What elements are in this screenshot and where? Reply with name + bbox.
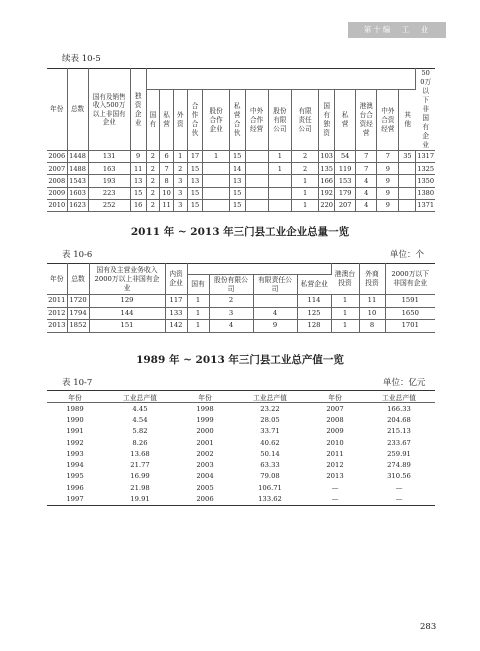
- header-blank-band: [187, 264, 331, 275]
- table-cell: 4: [356, 175, 377, 187]
- table-cell: 15: [187, 163, 203, 175]
- table-cell: 1852: [67, 320, 89, 333]
- table-body: [47, 295, 435, 333]
- table-cell: 233.67: [387, 438, 411, 447]
- table-cell: 1: [331, 295, 359, 308]
- table-cell: 2006: [47, 151, 67, 163]
- table-cell: 142: [165, 320, 187, 333]
- table-row: [47, 414, 435, 425]
- table-cell: 54: [335, 151, 356, 163]
- col-jsc: 股份有限公司: [209, 275, 253, 295]
- col-private: 私营: [160, 90, 174, 151]
- table-cell: 1: [268, 151, 291, 163]
- table-cell: 1650: [385, 307, 435, 320]
- table-cell: 2009: [47, 187, 67, 199]
- table-cell: [203, 163, 229, 175]
- table-cell: 21.77: [130, 461, 150, 470]
- table-cell: 1: [203, 151, 229, 163]
- table-cell: [253, 295, 297, 308]
- table-cell: 179: [335, 187, 356, 199]
- col-private2: 私营: [335, 90, 356, 151]
- table-cell: [245, 187, 268, 199]
- table-cell: 2002: [196, 449, 214, 458]
- table-cell: 2001: [196, 438, 214, 447]
- table-cell: 1995: [66, 472, 84, 481]
- col-joint-stock-ltd: 股份有限公司: [268, 90, 291, 151]
- table-cell: 4: [209, 320, 253, 333]
- table-cell: [268, 199, 291, 211]
- header-blank-band: [146, 69, 416, 90]
- table-cell: 129: [89, 295, 165, 308]
- col-total: 总数: [67, 264, 89, 295]
- col-state-sole: 国有独资: [319, 90, 335, 151]
- table-row: [47, 151, 435, 163]
- col-private-partner: 私营合伙: [229, 90, 245, 151]
- table-cell: 252: [88, 199, 130, 211]
- table-row: [47, 459, 435, 470]
- table-cell: 1: [331, 307, 359, 320]
- table-cell: 2: [209, 295, 253, 308]
- table-cell: 1794: [67, 307, 89, 320]
- table-cell: 2: [146, 163, 160, 175]
- table-cell: 2008: [47, 175, 67, 187]
- table-row: [47, 437, 435, 448]
- table-row: [47, 471, 435, 482]
- table-cell: 1: [291, 187, 318, 199]
- table-cell: 7: [356, 151, 377, 163]
- table-cell: 223: [88, 187, 130, 199]
- table-cell: 1996: [66, 483, 84, 492]
- table-cell: 274.89: [387, 461, 411, 470]
- table-cell: 7: [160, 163, 174, 175]
- table-cell: 2: [291, 163, 318, 175]
- table-cell: 15: [187, 187, 203, 199]
- table-cell: 1603: [67, 187, 88, 199]
- table-cell: 2000: [196, 427, 214, 436]
- table-cell: 9: [377, 187, 399, 199]
- table-cell: [268, 175, 291, 187]
- page-number: 283: [420, 622, 437, 632]
- col-hk: 港澳台投资: [331, 264, 359, 295]
- table-cell: [399, 199, 416, 211]
- col-joint-stock-coop: 股份合作企业: [203, 90, 229, 151]
- col-sole: 独资企业: [130, 69, 146, 151]
- table-title: 2011 年 ~ 2013 年三门县工业企业总量一览: [130, 226, 350, 238]
- table-cell: 1: [187, 295, 209, 308]
- table-cell: 11: [160, 199, 174, 211]
- table-row: [47, 307, 435, 320]
- table-cell: 2010: [47, 199, 67, 211]
- table-cell: 1623: [67, 199, 88, 211]
- col-ltd: 有限责任公司: [291, 90, 318, 151]
- table-cell: 1371: [416, 199, 435, 211]
- table-cell: 8: [160, 175, 174, 187]
- table-cell: 163: [88, 163, 130, 175]
- table-cell: 1997: [66, 495, 84, 504]
- table-cell: 79.08: [260, 472, 280, 481]
- table-cell: 2: [146, 199, 160, 211]
- table-cell: 15: [130, 187, 146, 199]
- table-cell: 192: [319, 187, 335, 199]
- table-cell: 2013: [326, 472, 344, 481]
- table-cell: [399, 187, 416, 199]
- table-cell: 40.62: [260, 438, 280, 447]
- table-cell: 4.45: [132, 404, 148, 413]
- table-cell: 1: [291, 175, 318, 187]
- table-cell: 15: [187, 199, 203, 211]
- table-row: [47, 493, 435, 505]
- table-cell: 1: [291, 199, 318, 211]
- col-private: 私营企业: [297, 275, 331, 295]
- col-below-2000: 2000万以下非国有企业: [385, 264, 435, 295]
- col-partner: 合作合伙: [187, 90, 203, 151]
- col-below-500: 500万以下非国有企业: [416, 69, 435, 151]
- table-cell: —: [395, 495, 403, 504]
- table-cell: 8.26: [132, 438, 148, 447]
- table-cell: —: [331, 483, 339, 492]
- table-cell: 128: [297, 320, 331, 333]
- table-cell: 10: [160, 187, 174, 199]
- col-state: 国有: [146, 90, 160, 151]
- table-cell: 1720: [67, 295, 89, 308]
- table-cell: 207: [335, 199, 356, 211]
- table-cell: 2007: [326, 404, 344, 413]
- table-cell: 4.54: [132, 415, 148, 424]
- table-cell: 5.82: [132, 427, 148, 436]
- table-cell: 28.05: [260, 415, 280, 424]
- table-cell: 1994: [66, 461, 84, 470]
- table-cell: 1: [331, 320, 359, 333]
- table-cell: 133.62: [258, 495, 282, 504]
- col-sino-foreign-coop: 中外合作经营: [245, 90, 268, 151]
- table-body: [47, 403, 435, 506]
- col-llc: 有限责任公司: [253, 275, 297, 295]
- col-soe-500: 国有及销售收入500万以上非国有企业: [88, 69, 130, 151]
- table-cell: 1999: [196, 415, 214, 424]
- table-cell: 4: [253, 307, 297, 320]
- table-cell: 2009: [326, 427, 344, 436]
- table-cell: 151: [89, 320, 165, 333]
- table-cell: 204.68: [387, 415, 411, 424]
- table-cell: 2005: [196, 483, 214, 492]
- enterprise-count-table-2011-2013: [47, 263, 435, 333]
- table-cell: 6: [160, 151, 174, 163]
- table-cell: [268, 187, 291, 199]
- table-cell: 4: [356, 187, 377, 199]
- table-cell: 3: [209, 307, 253, 320]
- table-cell: 13: [187, 175, 203, 187]
- table-cell: 15: [229, 187, 245, 199]
- table-cell: 15: [229, 199, 245, 211]
- table-cell: 2012: [326, 461, 344, 470]
- table-body: [47, 151, 435, 212]
- table-cell: [245, 163, 268, 175]
- table-cell: 35: [399, 151, 416, 163]
- col-foreign: 外商投资: [359, 264, 385, 295]
- table-cell: 14: [229, 163, 245, 175]
- table-cell: 1701: [385, 320, 435, 333]
- table-cell: 1989: [66, 404, 84, 413]
- table-row: [47, 295, 435, 308]
- table-cell: 1990: [66, 415, 84, 424]
- col-year: 年份: [47, 264, 67, 295]
- table-cell: 11: [359, 295, 385, 308]
- table-cell: 4: [356, 199, 377, 211]
- table-cell: —: [395, 483, 403, 492]
- table-cell: 9: [130, 151, 146, 163]
- table-cell: 103: [319, 151, 335, 163]
- table-cell: 33.71: [260, 427, 280, 436]
- table-cell: 114: [297, 295, 331, 308]
- table-cell: [245, 175, 268, 187]
- table-cell: 2008: [326, 415, 344, 424]
- table-title: 1989 年 ~ 2013 年三门县工业总产值一览: [136, 354, 344, 366]
- table-row: [47, 426, 435, 437]
- table-cell: [203, 175, 229, 187]
- table-cell: 2: [173, 163, 187, 175]
- table-cell: 1543: [67, 175, 88, 187]
- unit-label: 单位：亿元: [383, 378, 426, 388]
- table-cell: 1591: [385, 295, 435, 308]
- table-cell: 1325: [416, 163, 435, 175]
- table-cell: 7: [356, 163, 377, 175]
- table-cell: [399, 163, 416, 175]
- col-output: 工业总产值: [103, 391, 177, 403]
- unit-label: 单位：个: [390, 250, 425, 260]
- table-cell: 1: [268, 163, 291, 175]
- table-cell: 15: [229, 151, 245, 163]
- table-cell: [399, 175, 416, 187]
- table-row: [47, 175, 435, 187]
- table-cell: 2013: [47, 320, 67, 333]
- table-row: [47, 320, 435, 333]
- table-cell: 21.98: [130, 483, 150, 492]
- table-cell: 131: [88, 151, 130, 163]
- table-cell: 2: [146, 175, 160, 187]
- table-row: [47, 187, 435, 199]
- table-cell: 16: [130, 199, 146, 211]
- table-cell: 16.99: [130, 472, 150, 481]
- table-cell: 166: [319, 175, 335, 187]
- table-cell: 2003: [196, 461, 214, 470]
- table-cell: —: [331, 495, 339, 504]
- table-cell: 9: [377, 199, 399, 211]
- table-caption: 表 10-6: [62, 250, 93, 260]
- table-cell: 133: [165, 307, 187, 320]
- table-cell: 1: [187, 307, 209, 320]
- col-soe-2000: 国有及主营业务收入2000万以上非国有企业: [89, 264, 165, 295]
- table-cell: 259.91: [387, 449, 411, 458]
- table-row: [47, 448, 435, 459]
- table-cell: 1: [187, 320, 209, 333]
- table-cell: 9: [253, 320, 297, 333]
- table-cell: 119: [335, 163, 356, 175]
- table-cell: 1993: [66, 449, 84, 458]
- table-cell: 17: [187, 151, 203, 163]
- table-cell: 1317: [416, 151, 435, 163]
- col-hk-macao: 港澳台合资经营: [356, 90, 377, 151]
- col-year: 年份: [47, 391, 103, 403]
- table-cell: 166.33: [387, 404, 411, 413]
- table-cell: 2012: [47, 307, 67, 320]
- table-cell: 2007: [47, 163, 67, 175]
- table-cell: 50.14: [260, 449, 280, 458]
- industrial-output-table-1989-2013: [47, 390, 435, 506]
- table-cell: 1998: [196, 404, 214, 413]
- table-cell: 1350: [416, 175, 435, 187]
- table-cell: 8: [359, 320, 385, 333]
- col-domestic: 内资企业: [165, 264, 187, 295]
- enterprise-count-table-2006-2010: [47, 68, 435, 212]
- table-cell: 1992: [66, 438, 84, 447]
- table-cell: 3: [173, 187, 187, 199]
- col-foreign: 外资: [173, 90, 187, 151]
- table-caption: 表 10-7: [62, 378, 93, 388]
- table-cell: [203, 199, 229, 211]
- table-cell: 9: [377, 163, 399, 175]
- table-cell: 11: [130, 163, 146, 175]
- table-cell: [245, 151, 268, 163]
- col-output: 工业总产值: [233, 391, 307, 403]
- table-cell: 1488: [67, 163, 88, 175]
- table-cell: 215.13: [387, 427, 411, 436]
- table-cell: 3: [173, 199, 187, 211]
- table-cell: 1448: [67, 151, 88, 163]
- col-other: 其他: [399, 90, 416, 151]
- table-cell: [203, 187, 229, 199]
- table-cell: 193: [88, 175, 130, 187]
- table-cell: 220: [319, 199, 335, 211]
- table-cell: 2: [146, 151, 160, 163]
- table-cell: 310.56: [387, 472, 411, 481]
- table-cell: 135: [319, 163, 335, 175]
- table-cell: 7: [377, 151, 399, 163]
- table-cell: 1: [173, 151, 187, 163]
- table-cell: 125: [297, 307, 331, 320]
- table-row: [47, 163, 435, 175]
- table-cell: 144: [89, 307, 165, 320]
- table-cell: 117: [165, 295, 187, 308]
- table-cell: 3: [173, 175, 187, 187]
- table-cell: 13: [130, 175, 146, 187]
- running-header: 第十编 工 业: [348, 22, 446, 38]
- table-cell: 2: [146, 187, 160, 199]
- table-row: [47, 403, 435, 415]
- col-year: 年份: [307, 391, 363, 403]
- col-state: 国有: [187, 275, 209, 295]
- table-cell: 19.91: [130, 495, 150, 504]
- table-cell: 1991: [66, 427, 84, 436]
- table-cell: 63.33: [260, 461, 280, 470]
- col-year: 年份: [177, 391, 233, 403]
- col-sino-foreign-jv: 中外合资经营: [377, 90, 399, 151]
- table-cell: 106.71: [258, 483, 282, 492]
- table-cell: 2: [291, 151, 318, 163]
- table-cell: 23.22: [260, 404, 280, 413]
- table-cell: 2011: [47, 295, 67, 308]
- table-cell: 13.68: [130, 449, 150, 458]
- table-cell: 2010: [326, 438, 344, 447]
- table-row: [47, 482, 435, 493]
- table-cell: 2004: [196, 472, 214, 481]
- table-cell: 1380: [416, 187, 435, 199]
- table-cell: [245, 199, 268, 211]
- table-row: [47, 199, 435, 211]
- table-cell: 13: [229, 175, 245, 187]
- col-year: 年份: [47, 69, 67, 151]
- col-output: 工业总产值: [363, 391, 435, 403]
- table-cell: 2006: [196, 495, 214, 504]
- table-cell: 2011: [326, 449, 344, 458]
- table-cell: 10: [359, 307, 385, 320]
- table-cell: 9: [377, 175, 399, 187]
- table-caption: 续表 10-5: [62, 54, 101, 64]
- table-cell: 153: [335, 175, 356, 187]
- col-total: 总数: [67, 69, 88, 151]
